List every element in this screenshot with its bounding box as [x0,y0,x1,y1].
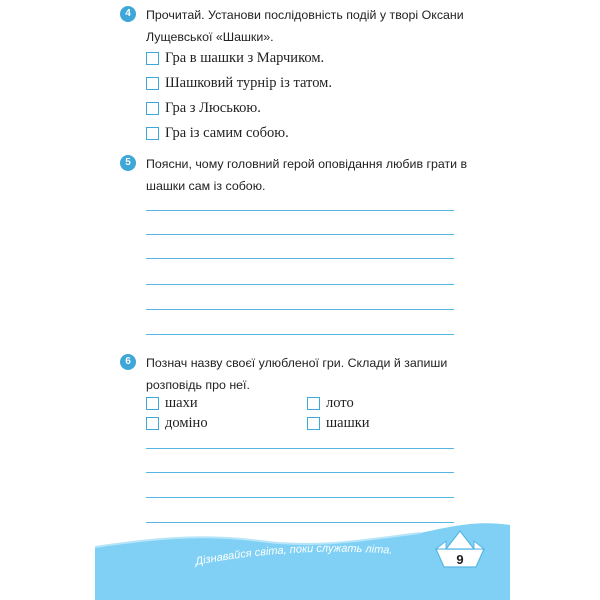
option-label: Гра в шашки з Марчиком. [165,50,325,66]
writing-line[interactable] [146,284,454,285]
game-option [307,395,354,412]
footer-wave [0,505,600,600]
option-label: доміно [165,415,208,431]
game-checkbox[interactable] [146,397,159,410]
writing-line[interactable] [146,210,454,211]
writing-line[interactable] [146,234,454,235]
game-option [307,415,370,432]
game-checkbox[interactable] [307,397,320,410]
game-option [146,415,208,432]
sequence-option [146,75,332,92]
option-label: Гра з Люською. [165,100,261,116]
task-instruction: Познач назву своєї улюбленої гри. Склади й запиши розповідь про неї. [146,356,448,392]
page-number: 9 [456,552,464,567]
writing-line[interactable] [146,334,454,335]
option-label: лото [326,395,354,411]
task-number-badge: 4 [120,6,136,22]
writing-line[interactable] [146,309,454,310]
sequence-option [146,100,261,117]
game-checkbox[interactable] [307,417,320,430]
writing-line[interactable] [146,448,454,449]
sequence-option [146,50,324,67]
option-label: Шашковий турнір із татом. [165,75,332,91]
writing-line[interactable] [146,472,454,473]
order-checkbox[interactable] [146,77,159,90]
game-checkbox[interactable] [146,417,159,430]
writing-line[interactable] [146,258,454,259]
footer-motto-text: Дізнавайся світа, поки служать літа. [194,542,393,568]
game-option [146,395,198,412]
task-number-badge: 5 [120,155,136,171]
task-number-badge: 6 [120,354,136,370]
sequence-option [146,125,289,142]
order-checkbox[interactable] [146,127,159,140]
task-instruction: Прочитай. Установи послідовність подій у творі Оксани Лущевської «Шашки». [146,8,464,44]
option-label: шашки [326,415,370,431]
writing-line[interactable] [146,497,454,498]
order-checkbox[interactable] [146,52,159,65]
option-label: шахи [165,395,198,411]
order-checkbox[interactable] [146,102,159,115]
option-label: Гра із самим собою. [165,125,289,141]
task-instruction: Поясни, чому головний герой оповідання любив грати в шашки сам із собою. [146,157,468,193]
